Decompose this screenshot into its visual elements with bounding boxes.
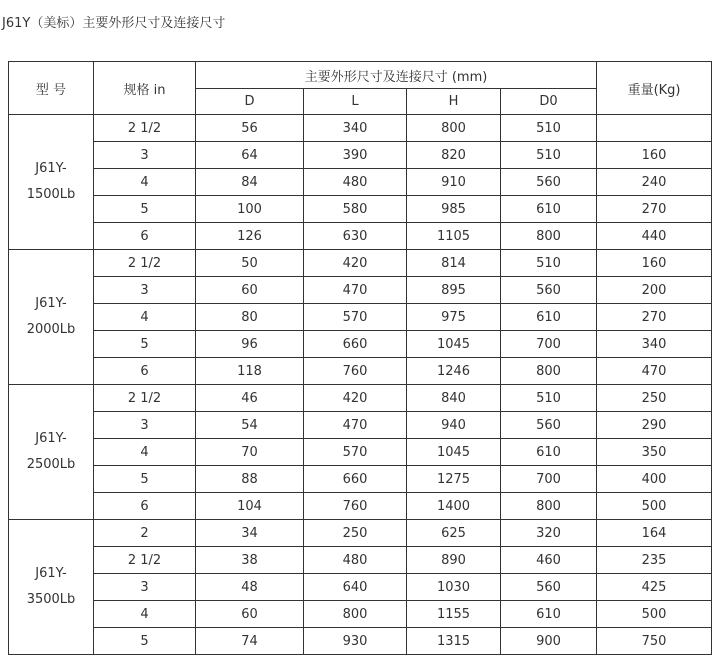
- cell-l: 660: [304, 331, 407, 358]
- cell-d0: 510: [501, 115, 597, 142]
- cell-h: 625: [407, 520, 501, 547]
- cell-weight: 350: [597, 439, 712, 466]
- cell-h: 1105: [407, 223, 501, 250]
- cell-d0: 700: [501, 331, 597, 358]
- model-name-line1: J61Y-: [35, 161, 67, 176]
- cell-weight: 200: [597, 277, 712, 304]
- cell-l: 800: [304, 601, 407, 628]
- cell-d0: 800: [501, 358, 597, 385]
- header-d0: D0: [501, 89, 597, 115]
- cell-h: 1315: [407, 628, 501, 655]
- cell-h: 820: [407, 142, 501, 169]
- cell-weight: 400: [597, 466, 712, 493]
- cell-d0: 610: [501, 601, 597, 628]
- cell-d0: 800: [501, 223, 597, 250]
- cell-l: 640: [304, 574, 407, 601]
- cell-d0: 320: [501, 520, 597, 547]
- cell-d: 84: [196, 169, 304, 196]
- header-dimensions: 主要外形尺寸及连接尺寸 (mm): [196, 62, 597, 89]
- cell-l: 570: [304, 439, 407, 466]
- spec-table: [8, 61, 712, 655]
- cell-d0: 560: [501, 277, 597, 304]
- cell-d: 60: [196, 277, 304, 304]
- model-name-line2: 2500Lb: [26, 457, 76, 472]
- table-row: [9, 547, 712, 574]
- cell-d: 118: [196, 358, 304, 385]
- cell-size: 3: [94, 142, 196, 169]
- cell-size: 5: [94, 196, 196, 223]
- cell-weight: 290: [597, 412, 712, 439]
- cell-l: 420: [304, 250, 407, 277]
- cell-d: 80: [196, 304, 304, 331]
- cell-h: 985: [407, 196, 501, 223]
- model-name-line2: 1500Lb: [26, 187, 76, 202]
- cell-size: 6: [94, 358, 196, 385]
- cell-h: 910: [407, 169, 501, 196]
- cell-d0: 560: [501, 412, 597, 439]
- cell-d0: 610: [501, 196, 597, 223]
- cell-l: 470: [304, 412, 407, 439]
- cell-d: 100: [196, 196, 304, 223]
- cell-d: 50: [196, 250, 304, 277]
- table-row: [9, 142, 712, 169]
- cell-size: 3: [94, 277, 196, 304]
- cell-l: 630: [304, 223, 407, 250]
- table-row: [9, 412, 712, 439]
- cell-weight: 750: [597, 628, 712, 655]
- cell-d0: 610: [501, 304, 597, 331]
- cell-d: 34: [196, 520, 304, 547]
- cell-d: 38: [196, 547, 304, 574]
- table-row: [9, 358, 712, 385]
- cell-size: 2 1/2: [94, 115, 196, 142]
- cell-size: 4: [94, 304, 196, 331]
- cell-d0: 510: [501, 142, 597, 169]
- model-name-line1: J61Y-: [35, 566, 67, 581]
- model-cell: [9, 520, 94, 655]
- cell-d: 48: [196, 574, 304, 601]
- cell-weight: 500: [597, 493, 712, 520]
- model-name-line1: J61Y-: [35, 296, 67, 311]
- cell-size: 2 1/2: [94, 250, 196, 277]
- table-row: [9, 385, 712, 412]
- cell-d0: 510: [501, 385, 597, 412]
- table-row: [9, 520, 712, 547]
- cell-h: 1045: [407, 439, 501, 466]
- cell-d: 70: [196, 439, 304, 466]
- table-row: [9, 331, 712, 358]
- cell-weight: 340: [597, 331, 712, 358]
- cell-d: 104: [196, 493, 304, 520]
- cell-size: 3: [94, 412, 196, 439]
- cell-h: 800: [407, 115, 501, 142]
- cell-d0: 700: [501, 466, 597, 493]
- cell-weight: 240: [597, 169, 712, 196]
- cell-l: 930: [304, 628, 407, 655]
- table-row: [9, 169, 712, 196]
- cell-weight: 235: [597, 547, 712, 574]
- table-row: [9, 574, 712, 601]
- cell-d: 60: [196, 601, 304, 628]
- spec-table-body: [9, 115, 712, 655]
- cell-h: 1155: [407, 601, 501, 628]
- cell-l: 480: [304, 169, 407, 196]
- cell-h: 1246: [407, 358, 501, 385]
- cell-weight: 500: [597, 601, 712, 628]
- cell-d: 126: [196, 223, 304, 250]
- cell-d: 74: [196, 628, 304, 655]
- table-row: [9, 628, 712, 655]
- header-l: L: [304, 89, 407, 115]
- cell-d0: 460: [501, 547, 597, 574]
- cell-size: 3: [94, 574, 196, 601]
- header-size: 规格 in: [94, 62, 196, 115]
- cell-h: 1045: [407, 331, 501, 358]
- cell-d0: 560: [501, 574, 597, 601]
- cell-l: 660: [304, 466, 407, 493]
- model-cell: [9, 115, 94, 250]
- header-h: H: [407, 89, 501, 115]
- cell-h: 814: [407, 250, 501, 277]
- cell-size: 2: [94, 520, 196, 547]
- cell-l: 480: [304, 547, 407, 574]
- cell-weight: 425: [597, 574, 712, 601]
- cell-h: 890: [407, 547, 501, 574]
- cell-l: 470: [304, 277, 407, 304]
- header-model: 型 号: [9, 62, 94, 115]
- cell-d0: 900: [501, 628, 597, 655]
- model-name-line2: 3500Lb: [26, 592, 76, 607]
- model-name-line1: J61Y-: [35, 431, 67, 446]
- cell-weight: 440: [597, 223, 712, 250]
- model-name-line2: 2000Lb: [26, 322, 76, 337]
- cell-l: 250: [304, 520, 407, 547]
- table-row: [9, 250, 712, 277]
- cell-l: 760: [304, 358, 407, 385]
- cell-size: 2 1/2: [94, 385, 196, 412]
- cell-weight: 270: [597, 304, 712, 331]
- cell-d0: 610: [501, 439, 597, 466]
- table-row: [9, 196, 712, 223]
- table-row: [9, 304, 712, 331]
- cell-size: 6: [94, 223, 196, 250]
- model-cell: [9, 250, 94, 385]
- cell-d: 64: [196, 142, 304, 169]
- cell-h: 1400: [407, 493, 501, 520]
- cell-size: 2 1/2: [94, 547, 196, 574]
- cell-l: 340: [304, 115, 407, 142]
- cell-size: 5: [94, 466, 196, 493]
- cell-h: 1030: [407, 574, 501, 601]
- cell-weight: 470: [597, 358, 712, 385]
- cell-h: 840: [407, 385, 501, 412]
- cell-weight: 160: [597, 142, 712, 169]
- cell-size: 5: [94, 628, 196, 655]
- cell-h: 975: [407, 304, 501, 331]
- cell-l: 760: [304, 493, 407, 520]
- header-d: D: [196, 89, 304, 115]
- table-row: [9, 277, 712, 304]
- cell-size: 4: [94, 439, 196, 466]
- cell-l: 420: [304, 385, 407, 412]
- cell-d: 54: [196, 412, 304, 439]
- cell-h: 895: [407, 277, 501, 304]
- page-title: J61Y（美标）主要外形尺寸及连接尺寸: [2, 16, 226, 31]
- cell-weight: [597, 115, 712, 142]
- cell-h: 940: [407, 412, 501, 439]
- cell-l: 390: [304, 142, 407, 169]
- table-row: [9, 223, 712, 250]
- table-row: [9, 493, 712, 520]
- model-cell: [9, 385, 94, 520]
- table-row: [9, 466, 712, 493]
- cell-h: 1275: [407, 466, 501, 493]
- cell-weight: 164: [597, 520, 712, 547]
- table-row: [9, 439, 712, 466]
- cell-d0: 510: [501, 250, 597, 277]
- cell-size: 4: [94, 601, 196, 628]
- cell-weight: 270: [597, 196, 712, 223]
- cell-l: 580: [304, 196, 407, 223]
- cell-size: 4: [94, 169, 196, 196]
- cell-d0: 560: [501, 169, 597, 196]
- cell-d: 56: [196, 115, 304, 142]
- header-weight: 重量(Kg): [597, 62, 712, 115]
- cell-weight: 250: [597, 385, 712, 412]
- table-row: [9, 115, 712, 142]
- table-row: [9, 601, 712, 628]
- cell-weight: 160: [597, 250, 712, 277]
- cell-l: 570: [304, 304, 407, 331]
- cell-size: 6: [94, 493, 196, 520]
- cell-d: 46: [196, 385, 304, 412]
- cell-d: 96: [196, 331, 304, 358]
- cell-size: 5: [94, 331, 196, 358]
- cell-d0: 800: [501, 493, 597, 520]
- cell-d: 88: [196, 466, 304, 493]
